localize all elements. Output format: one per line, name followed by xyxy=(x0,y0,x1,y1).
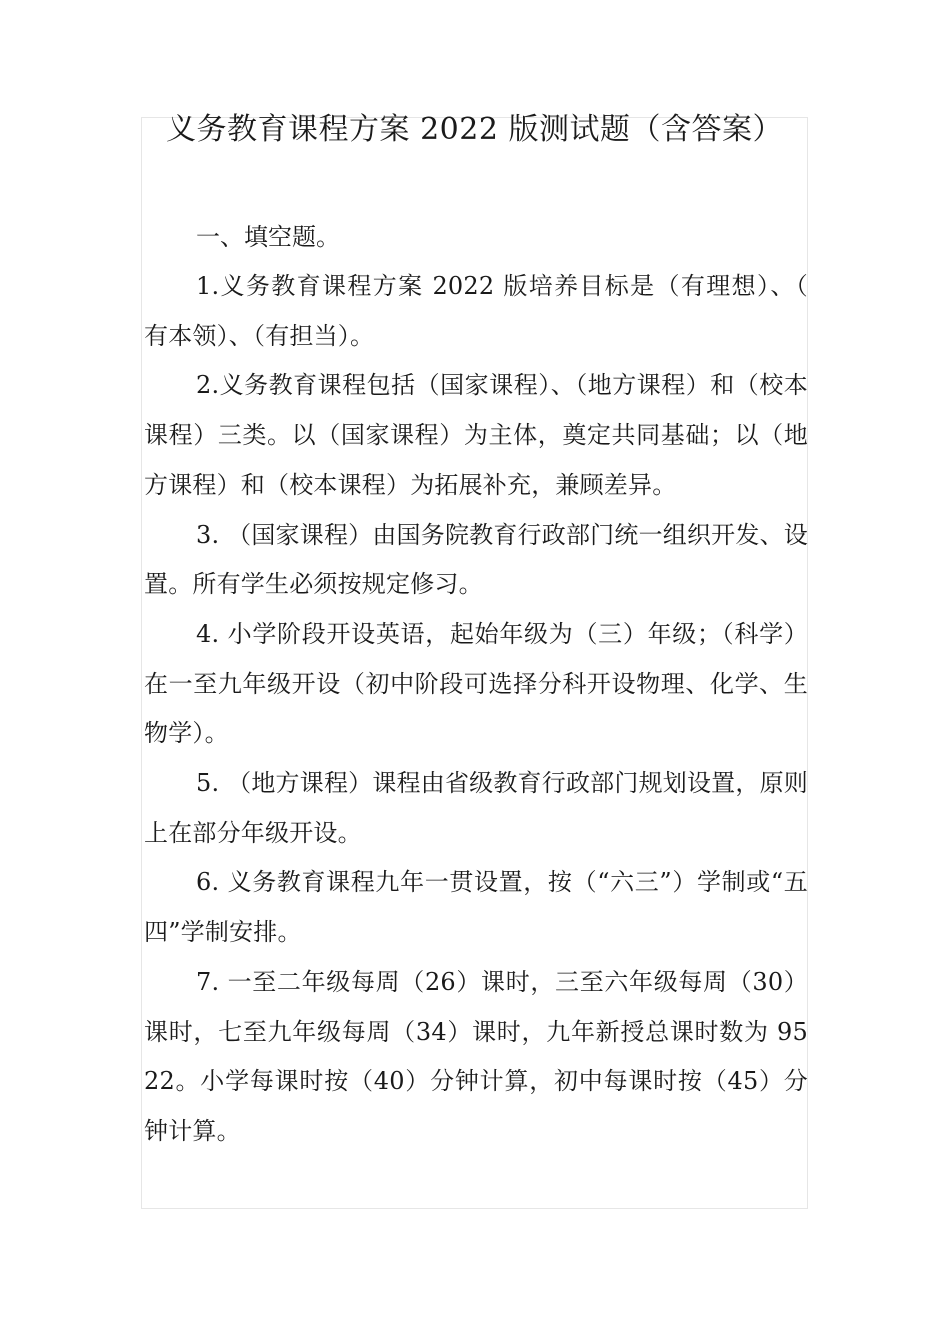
question-4: 4. 小学阶段开设英语，起始年级为（三）年级；（科学）在一至九年级开设（初中阶段可选择分科开设物理、化学、生物学）。 xyxy=(144,619,808,748)
question-6: 6. 义务教育课程九年一贯设置，按（“六三”）学制或“五四”学制安排。 xyxy=(144,868,808,947)
question-2: 2.义务教育课程包括（国家课程）、（地方课程）和（校本课程）三类。以（国家课程）为主体，奠定共同基础；以（地方课程）和（校本课程）为拓展补充，兼顾差异。 xyxy=(144,371,808,499)
question-3: 3. （国家课程）由国务院教育行政部门统一组织开发、设置。所有学生必须按规定修习。 xyxy=(144,520,808,599)
document-body xyxy=(144,213,808,1157)
document-title: 义务教育课程方案 2022 版测试题（含答案） xyxy=(166,112,783,147)
section-heading-fill-in-blank: 一、填空题。 xyxy=(196,223,340,251)
question-5: 5. （地方课程）课程由省级教育行政部门规划设置，原则上在部分年级开设。 xyxy=(144,769,808,847)
question-1: 1.义务教育课程方案 2022 版培养目标是（有理想）、（ 有本领）、（有担当）。 xyxy=(144,272,808,350)
question-7: 7. 一至二年级每周（26）课时，三至六年级每周（30）课时，七至九年级每周（34）课时，九年新授总课时数为 9522。小学每课时按（40）分钟计算，初中每课时按（45）分钟计算。 xyxy=(144,967,808,1145)
